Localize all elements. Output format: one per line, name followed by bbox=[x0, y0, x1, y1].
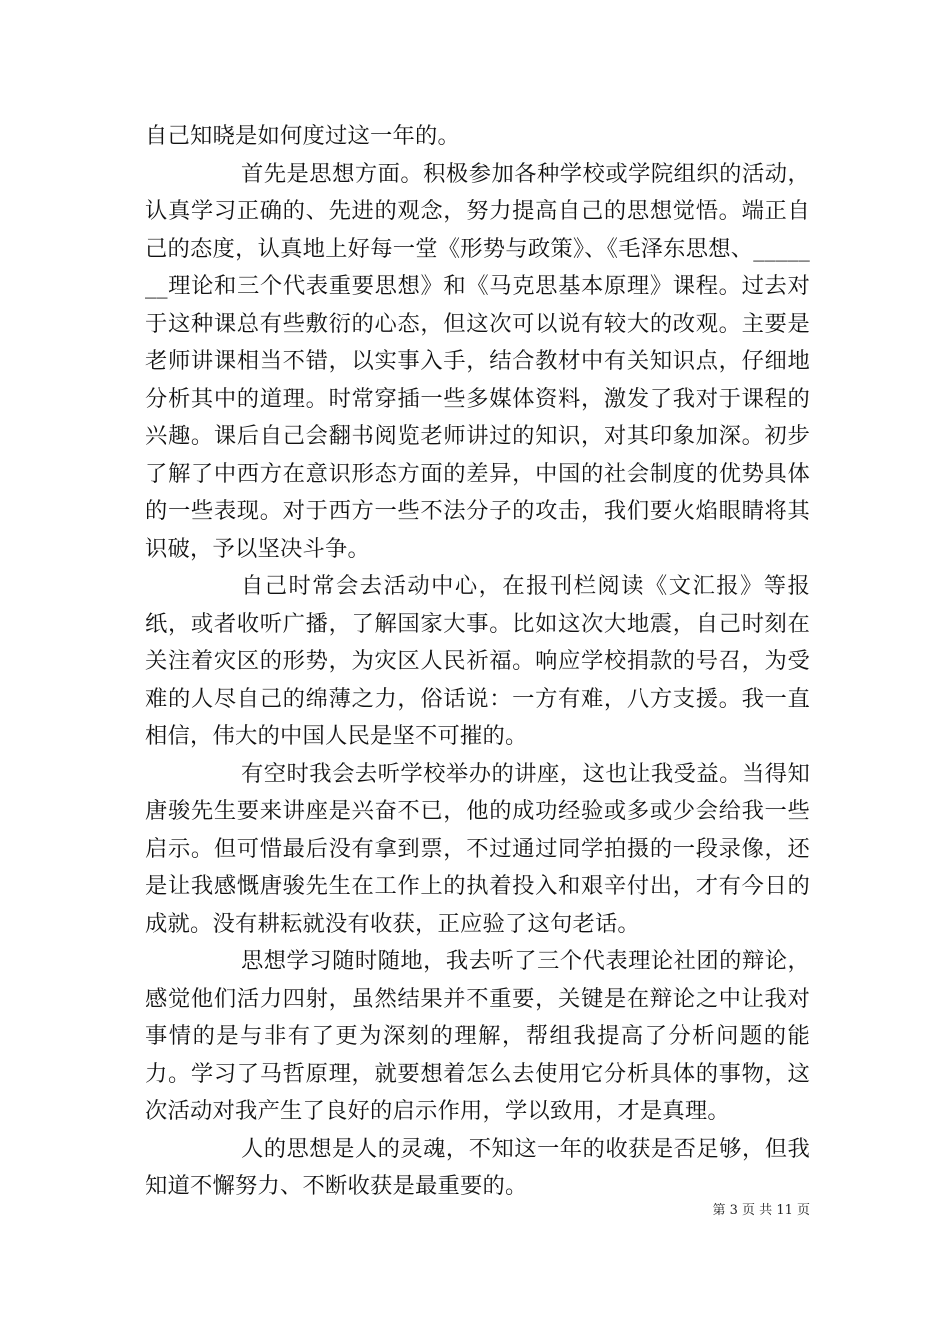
paragraph-conclusion: 人的思想是人的灵魂，不知这一年的收获是否足够，但我知道不懈努力、不断收获是最重要的。 bbox=[145, 1135, 810, 1199]
paragraph-current-affairs: 自己时常会去活动中心，在报刊栏阅读《文汇报》等报纸，或者收听广播，了解国家大事。比如这次大地震，自己时刻在关注着灾区的形势，为灾区人民祈福。响应学校捐款的号召，为受难的人尽自己的绵薄之力，俗话说：一方有难，八方支援。我一直相信，伟大的中国人民是坚不可摧的。 bbox=[145, 573, 810, 749]
paragraph-continuation: 自己知晓是如何度过这一年的。 bbox=[145, 123, 460, 149]
paragraph-debate: 思想学习随时随地，我去听了三个代表理论社团的辩论，感觉他们活力四射，虽然结果并不重要，关键是在辩论之中让我对事情的是与非有了更为深刻的理解，帮组我提高了分析问题的能力。学习了马哲原理，就要想着怎么去使用它分析具体的事物，这次活动对我产生了良好的启示作用，学以致用，才是真理。 bbox=[145, 948, 810, 1124]
document-body bbox=[145, 118, 810, 1206]
paragraph-lectures: 有空时我会去听学校举办的讲座，这也让我受益。当得知唐骏先生要来讲座是兴奋不已，他的成功经验或多或少会给我一些启示。但可惜最后没有拿到票，不过通过同学拍摄的一段录像，还是让我感慨唐骏先生在工作上的执着投入和艰辛付出，才有今日的成就。没有耕耘就没有收获，正应验了这句老话。 bbox=[145, 760, 810, 937]
paragraph-ideology: 首先是思想方面。积极参加各种学校或学院组织的活动，认真学习正确的、先进的观念，努力提高自己的思想觉悟。端正自己的态度，认真地上好每一堂《形势与政策》、《毛泽东思想、_______理论和三个代表重要思想》和《马克思基本原理》课程。过去对于这种课总有些敷衍的心态，但这次可以说有较大的改观。主要是老师讲课相当不错，以实事入手，结合教材中有关知识点，仔细地分析其中的道理。时常穿插一些多媒体资料，激发了我对于课程的兴趣。课后自己会翻书阅览老师讲过的知识，对其印象加深。初步了解了中西方在意识形态方面的差异，中国的社会制度的优势具体的一些表现。对于西方一些不法分子的攻击，我们要火焰眼睛将其识破，予以坚决斗争。 bbox=[145, 160, 810, 562]
page-number-footer: 第 3 页 共 11 页 bbox=[712, 1203, 810, 1218]
